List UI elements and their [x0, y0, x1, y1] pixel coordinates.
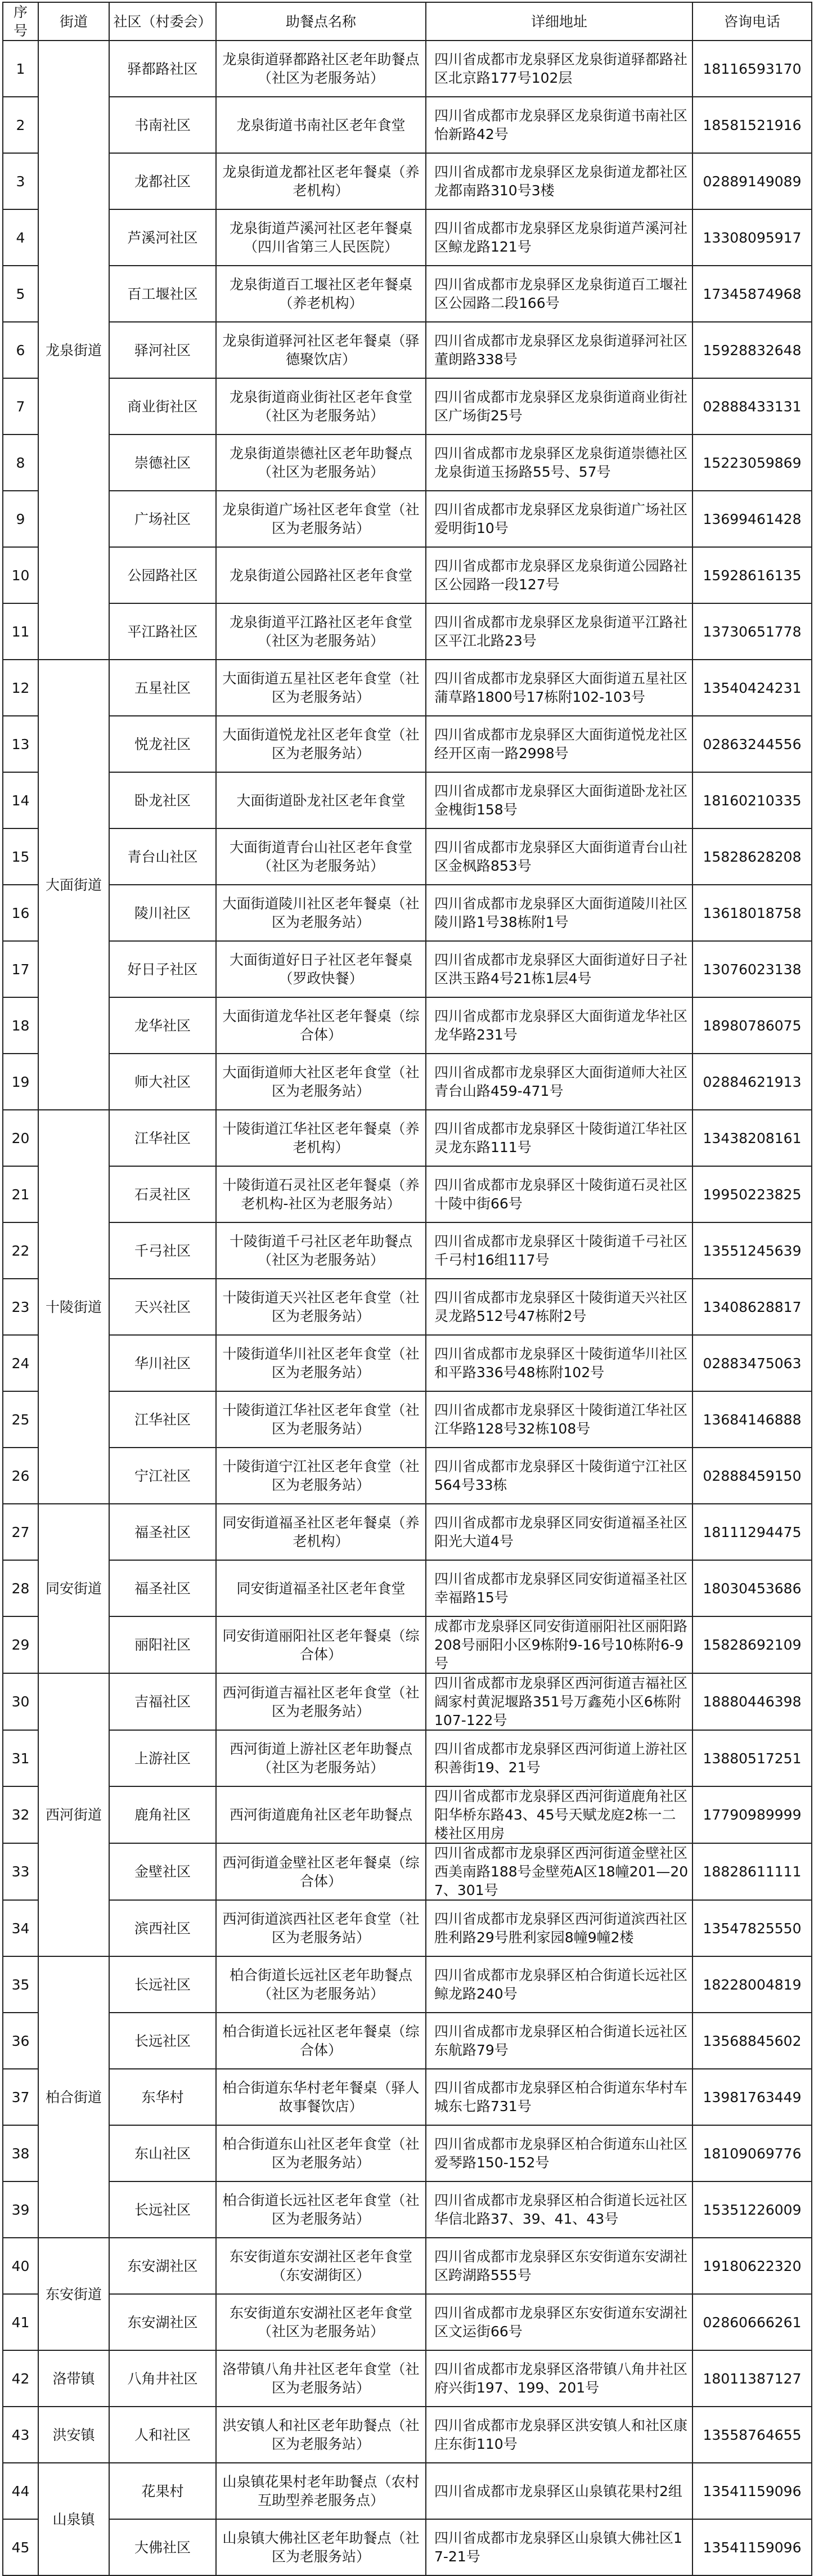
cell-no: 25: [3, 1391, 38, 1448]
table-row: [3, 1673, 812, 1730]
cell-address: 四川省成都市龙泉驿区西河街道滨西社区胜利路29号胜利家园8幢9幢2楼: [426, 1900, 692, 1956]
cell-address: 四川省成都市龙泉驿区西河街道吉福社区阔家村黄泥堰路351号万鑫苑小区6栋附107-122号: [426, 1673, 692, 1730]
cell-address: 四川省成都市龙泉驿区龙泉街道公园路社区公园路一段127号: [426, 547, 692, 603]
cell-community: 龙都社区: [109, 153, 216, 209]
cell-no: 39: [3, 2181, 38, 2238]
cell-phone: 15828628208: [692, 828, 812, 885]
cell-meal-point: 龙泉街道芦溪河社区老年餐桌（四川省第三人民医院）: [216, 209, 426, 266]
cell-meal-point: 山泉镇花果村老年助餐点（农村互助型养老服务点）: [216, 2463, 426, 2519]
cell-community: 八角井社区: [109, 2350, 216, 2407]
table-row: [3, 97, 812, 153]
cell-address: 四川省成都市龙泉驿区大面街道龙华社区龙华路231号: [426, 997, 692, 1054]
cell-address: 四川省成都市龙泉驿区龙泉街道芦溪河社区鲸龙路121号: [426, 209, 692, 266]
cell-meal-point: 大面街道好日子社区老年餐桌（罗政快餐）: [216, 941, 426, 997]
table-row: [3, 1843, 812, 1900]
cell-address: 四川省成都市龙泉驿区西河街道鹿角社区阳华桥东路43、45号天赋龙庭2栋一二楼社区用房: [426, 1786, 692, 1843]
cell-address: 四川省成都市龙泉驿区同安街道福圣社区阳光大道4号: [426, 1504, 692, 1560]
cell-address: 四川省成都市龙泉驿区十陵街道江华社区江华路128号32栋108号: [426, 1391, 692, 1448]
cell-meal-point: 龙泉街道商业街社区老年食堂（社区为老服务站）: [216, 378, 426, 434]
cell-meal-point: 龙泉街道百工堰社区老年餐桌（养老机构）: [216, 266, 426, 322]
cell-address: 四川省成都市龙泉驿区龙泉街道广场社区爱明街10号: [426, 491, 692, 547]
table-row: [3, 547, 812, 603]
cell-street: 洪安镇: [38, 2407, 109, 2463]
cell-address: 四川省成都市龙泉驿区柏合街道长远社区东航路79号: [426, 2013, 692, 2069]
cell-community: 天兴社区: [109, 1279, 216, 1335]
cell-meal-point: 柏合街道东山社区老年食堂（社区为老服务站）: [216, 2125, 426, 2181]
cell-phone: 02863244556: [692, 716, 812, 772]
cell-address: 四川省成都市龙泉驿区大面街道师大社区青台山路459-471号: [426, 1054, 692, 1110]
cell-meal-point: 同安街道丽阳社区老年餐桌（综合体）: [216, 1616, 426, 1673]
cell-community: 滨西社区: [109, 1900, 216, 1956]
cell-address: 四川省成都市龙泉驿区大面街道陵川社区陵川路1号38栋附1号: [426, 885, 692, 941]
cell-no: 41: [3, 2294, 38, 2350]
cell-street: 大面街道: [38, 660, 109, 1110]
meal-points-table: [2, 2, 812, 2576]
cell-meal-point: 西河街道滨西社区老年食堂（社区为老服务站）: [216, 1900, 426, 1956]
cell-no: 8: [3, 434, 38, 491]
cell-address: 四川省成都市龙泉驿区龙泉街道龙都社区龙都南路310号3楼: [426, 153, 692, 209]
cell-no: 26: [3, 1448, 38, 1504]
cell-no: 12: [3, 660, 38, 716]
cell-meal-point: 柏合街道长远社区老年餐桌（综合体）: [216, 2013, 426, 2069]
cell-address: 四川省成都市龙泉驿区柏合街道长远社区鲸龙路240号: [426, 1956, 692, 2013]
table-row: [3, 828, 812, 885]
cell-address: 四川省成都市龙泉驿区东安街道东安湖社区文运街66号: [426, 2294, 692, 2350]
cell-meal-point: 山泉镇大佛社区老年助餐点（社区为老服务站）: [216, 2519, 426, 2575]
cell-address: 四川省成都市龙泉驿区柏合街道东华村车城东七路731号: [426, 2069, 692, 2125]
cell-phone: 18581521916: [692, 97, 812, 153]
cell-phone: 13981763449: [692, 2069, 812, 2125]
cell-address: 四川省成都市龙泉驿区西河街道上游社区积善街19、21号: [426, 1730, 692, 1786]
cell-meal-point: 柏合街道长远社区老年食堂（社区为老服务站）: [216, 2181, 426, 2238]
cell-community: 人和社区: [109, 2407, 216, 2463]
cell-phone: 18030453686: [692, 1560, 812, 1616]
cell-no: 29: [3, 1616, 38, 1673]
cell-community: 千弓社区: [109, 1222, 216, 1279]
cell-phone: 13438208161: [692, 1110, 812, 1166]
table-row: [3, 772, 812, 828]
cell-meal-point: 西河街道鹿角社区老年助餐点: [216, 1786, 426, 1843]
table-header: [3, 2, 812, 41]
table-row: [3, 2181, 812, 2238]
cell-address: 四川省成都市龙泉驿区大面街道好日子社区洪玉路4号21栋1层4号: [426, 941, 692, 997]
cell-address: 四川省成都市龙泉驿区十陵街道华川社区和平路336号48栋附102号: [426, 1335, 692, 1391]
cell-phone: 15828692109: [692, 1616, 812, 1673]
cell-no: 22: [3, 1222, 38, 1279]
cell-no: 19: [3, 1054, 38, 1110]
cell-phone: 02883475063: [692, 1335, 812, 1391]
table-row: [3, 434, 812, 491]
cell-phone: 02888459150: [692, 1448, 812, 1504]
cell-no: 44: [3, 2463, 38, 2519]
table-row: [3, 1391, 812, 1448]
cell-phone: 15351226009: [692, 2181, 812, 2238]
cell-address: 四川省成都市龙泉驿区山泉镇大佛社区17-21号: [426, 2519, 692, 2575]
cell-phone: 13547825550: [692, 1900, 812, 1956]
cell-community: 广场社区: [109, 491, 216, 547]
cell-phone: 02889149089: [692, 153, 812, 209]
cell-community: 石灵社区: [109, 1166, 216, 1222]
table-row: [3, 2013, 812, 2069]
cell-phone: 19950223825: [692, 1166, 812, 1222]
table-row: [3, 660, 812, 716]
table-row: [3, 1448, 812, 1504]
cell-phone: 18111294475: [692, 1504, 812, 1560]
cell-street: 柏合街道: [38, 1956, 109, 2238]
cell-meal-point: 东安街道东安湖社区老年食堂（东安湖街区）: [216, 2238, 426, 2294]
cell-meal-point: 十陵街道千弓社区老年助餐点（社区为老服务站）: [216, 1222, 426, 1279]
cell-community: 东华村: [109, 2069, 216, 2125]
cell-address: 四川省成都市龙泉驿区龙泉街道百工堰社区公园路二段166号: [426, 266, 692, 322]
cell-no: 1: [3, 41, 38, 97]
table-row: [3, 322, 812, 378]
cell-community: 书南社区: [109, 97, 216, 153]
cell-community: 鹿角社区: [109, 1786, 216, 1843]
cell-phone: 17790989999: [692, 1786, 812, 1843]
cell-community: 江华社区: [109, 1110, 216, 1166]
cell-address: 四川省成都市龙泉驿区柏合街道长远社区华信北路37、39、41、43号: [426, 2181, 692, 2238]
cell-community: 江华社区: [109, 1391, 216, 1448]
table-row: [3, 941, 812, 997]
cell-meal-point: 大面街道五星社区老年食堂（社区为老服务站）: [216, 660, 426, 716]
meal-points-table-container: [2, 2, 812, 2576]
cell-phone: 13540424231: [692, 660, 812, 716]
cell-street: 洛带镇: [38, 2350, 109, 2407]
cell-phone: 18228004819: [692, 1956, 812, 2013]
cell-community: 五星社区: [109, 660, 216, 716]
header-street: 街道: [38, 2, 109, 41]
cell-meal-point: 大面街道青台山社区老年食堂（社区为老服务站）: [216, 828, 426, 885]
table-row: [3, 2294, 812, 2350]
cell-no: 9: [3, 491, 38, 547]
cell-community: 宁江社区: [109, 1448, 216, 1504]
cell-address: 四川省成都市龙泉驿区大面街道卧龙社区金槐街158号: [426, 772, 692, 828]
cell-phone: 18116593170: [692, 41, 812, 97]
cell-address: 四川省成都市龙泉驿区同安街道福圣社区幸福路15号: [426, 1560, 692, 1616]
table-row: [3, 1616, 812, 1673]
cell-meal-point: 龙泉街道驿都路社区老年助餐点（社区为老服务站）: [216, 41, 426, 97]
cell-no: 18: [3, 997, 38, 1054]
cell-phone: 19180622320: [692, 2238, 812, 2294]
cell-meal-point: 龙泉街道书南社区老年食堂: [216, 97, 426, 153]
cell-community: 崇德社区: [109, 434, 216, 491]
cell-meal-point: 十陵街道华川社区老年食堂（社区为老服务站）: [216, 1335, 426, 1391]
cell-phone: 13618018758: [692, 885, 812, 941]
cell-street: 龙泉街道: [38, 41, 109, 660]
table-row: [3, 2125, 812, 2181]
cell-community: 青台山社区: [109, 828, 216, 885]
cell-phone: 17345874968: [692, 266, 812, 322]
cell-street: 十陵街道: [38, 1110, 109, 1504]
table-row: [3, 41, 812, 97]
cell-meal-point: 龙泉街道平江路社区老年食堂（社区为老服务站）: [216, 603, 426, 660]
cell-phone: 18828611111: [692, 1843, 812, 1900]
cell-street: 西河街道: [38, 1673, 109, 1956]
cell-phone: 13699461428: [692, 491, 812, 547]
cell-phone: 15223059869: [692, 434, 812, 491]
table-row: [3, 716, 812, 772]
cell-address: 四川省成都市龙泉驿区十陵街道天兴社区灵龙路512号47栋附2号: [426, 1279, 692, 1335]
table-row: [3, 1054, 812, 1110]
cell-meal-point: 十陵街道江华社区老年餐桌（养老机构）: [216, 1110, 426, 1166]
cell-no: 4: [3, 209, 38, 266]
cell-address: 四川省成都市龙泉驿区山泉镇花果村2组: [426, 2463, 692, 2519]
cell-no: 27: [3, 1504, 38, 1560]
cell-meal-point: 大面街道悦龙社区老年食堂（社区为老服务站）: [216, 716, 426, 772]
cell-meal-point: 龙泉街道崇德社区老年助餐点（社区为老服务站）: [216, 434, 426, 491]
table-row: [3, 1279, 812, 1335]
cell-phone: 13541159096: [692, 2519, 812, 2575]
cell-no: 37: [3, 2069, 38, 2125]
cell-no: 36: [3, 2013, 38, 2069]
cell-no: 21: [3, 1166, 38, 1222]
cell-meal-point: 同安街道福圣社区老年餐桌（养老机构）: [216, 1504, 426, 1560]
cell-address: 四川省成都市龙泉驿区龙泉街道书南社区怡新路42号: [426, 97, 692, 153]
cell-phone: 15928832648: [692, 322, 812, 378]
cell-address: 四川省成都市龙泉驿区东安街道东安湖社区跨湖路555号: [426, 2238, 692, 2294]
cell-street: 同安街道: [38, 1504, 109, 1673]
cell-community: 师大社区: [109, 1054, 216, 1110]
cell-meal-point: 十陵街道宁江社区老年食堂（社区为老服务站）: [216, 1448, 426, 1504]
cell-no: 31: [3, 1730, 38, 1786]
table-row: [3, 1504, 812, 1560]
cell-address: 四川省成都市龙泉驿区大面街道五星社区蒲草路1800号17栋附102-103号: [426, 660, 692, 716]
table-row: [3, 1222, 812, 1279]
cell-community: 吉福社区: [109, 1673, 216, 1730]
cell-phone: 02860666261: [692, 2294, 812, 2350]
cell-no: 14: [3, 772, 38, 828]
cell-meal-point: 十陵街道江华社区老年食堂（社区为老服务站）: [216, 1391, 426, 1448]
table-row: [3, 1900, 812, 1956]
cell-meal-point: 洪安镇人和社区老年助餐点（社区为老服务站）: [216, 2407, 426, 2463]
table-row: [3, 1110, 812, 1166]
cell-address: 四川省成都市龙泉驿区龙泉街道平江路社区平江北路23号: [426, 603, 692, 660]
cell-meal-point: 大面街道师大社区老年食堂（社区为老服务站）: [216, 1054, 426, 1110]
cell-community: 商业街社区: [109, 378, 216, 434]
cell-street: 东安街道: [38, 2238, 109, 2350]
cell-no: 45: [3, 2519, 38, 2575]
cell-no: 13: [3, 716, 38, 772]
cell-no: 28: [3, 1560, 38, 1616]
cell-address: 四川省成都市龙泉驿区龙泉街道驿都路社区北京路177号102层: [426, 41, 692, 97]
cell-no: 30: [3, 1673, 38, 1730]
cell-address: 四川省成都市龙泉驿区龙泉街道崇德社区龙泉街道玉扬路55号、57号: [426, 434, 692, 491]
cell-no: 34: [3, 1900, 38, 1956]
cell-address: 四川省成都市龙泉驿区大面街道青台山社区金枫路853号: [426, 828, 692, 885]
cell-meal-point: 东安街道东安湖社区老年食堂（社区为老服务站）: [216, 2294, 426, 2350]
cell-address: 四川省成都市龙泉驿区十陵街道江华社区灵龙东路111号: [426, 1110, 692, 1166]
cell-phone: 18880446398: [692, 1673, 812, 1730]
cell-no: 43: [3, 2407, 38, 2463]
cell-community: 金壁社区: [109, 1843, 216, 1900]
cell-phone: 13730651778: [692, 603, 812, 660]
cell-community: 丽阳社区: [109, 1616, 216, 1673]
cell-phone: 18011387127: [692, 2350, 812, 2407]
cell-meal-point: 西河街道吉福社区老年食堂（社区为老服务站）: [216, 1673, 426, 1730]
cell-no: 2: [3, 97, 38, 153]
cell-no: 3: [3, 153, 38, 209]
cell-address: 四川省成都市龙泉驿区西河街道金壁社区西美南路188号金壁苑A区18幢201—207、301号: [426, 1843, 692, 1900]
cell-no: 42: [3, 2350, 38, 2407]
cell-meal-point: 西河街道金壁社区老年餐桌（综合体）: [216, 1843, 426, 1900]
cell-community: 公园路社区: [109, 547, 216, 603]
cell-phone: 02884621913: [692, 1054, 812, 1110]
table-row: [3, 1730, 812, 1786]
cell-community: 陵川社区: [109, 885, 216, 941]
cell-community: 福圣社区: [109, 1560, 216, 1616]
cell-meal-point: 大面街道卧龙社区老年食堂: [216, 772, 426, 828]
cell-community: 卧龙社区: [109, 772, 216, 828]
cell-phone: 13308095917: [692, 209, 812, 266]
cell-phone: 13880517251: [692, 1730, 812, 1786]
cell-phone: 02888433131: [692, 378, 812, 434]
table-row: [3, 1786, 812, 1843]
table-row: [3, 997, 812, 1054]
table-row: [3, 2519, 812, 2575]
header-phone: 咨询电话: [692, 2, 812, 41]
cell-no: 20: [3, 1110, 38, 1166]
cell-meal-point: 西河街道上游社区老年助餐点（社区为老服务站）: [216, 1730, 426, 1786]
cell-meal-point: 柏合街道长远社区老年助餐点（社区为老服务站）: [216, 1956, 426, 2013]
cell-community: 百工堰社区: [109, 266, 216, 322]
table-row: [3, 603, 812, 660]
header-meal-point: 助餐点名称: [216, 2, 426, 41]
cell-address: 四川省成都市龙泉驿区十陵街道石灵社区十陵中街66号: [426, 1166, 692, 1222]
cell-community: 长远社区: [109, 1956, 216, 2013]
cell-phone: 15928616135: [692, 547, 812, 603]
cell-phone: 13684146888: [692, 1391, 812, 1448]
cell-phone: 18980786075: [692, 997, 812, 1054]
cell-phone: 13541159096: [692, 2463, 812, 2519]
cell-address: 四川省成都市龙泉驿区洛带镇八角井社区府兴街197、199、201号: [426, 2350, 692, 2407]
cell-address: 四川省成都市龙泉驿区十陵街道宁江社区564号33栋: [426, 1448, 692, 1504]
cell-no: 24: [3, 1335, 38, 1391]
cell-meal-point: 同安街道福圣社区老年食堂: [216, 1560, 426, 1616]
cell-no: 15: [3, 828, 38, 885]
table-row: [3, 1166, 812, 1222]
table-row: [3, 2350, 812, 2407]
cell-meal-point: 龙泉街道驿河社区老年餐桌（驿德聚饮店）: [216, 322, 426, 378]
cell-no: 16: [3, 885, 38, 941]
cell-no: 17: [3, 941, 38, 997]
table-row: [3, 153, 812, 209]
cell-meal-point: 十陵街道石灵社区老年餐桌（养老机构-社区为老服务站）: [216, 1166, 426, 1222]
cell-no: 6: [3, 322, 38, 378]
cell-phone: 13558764655: [692, 2407, 812, 2463]
table-row: [3, 2238, 812, 2294]
cell-phone: 18109069776: [692, 2125, 812, 2181]
cell-community: 芦溪河社区: [109, 209, 216, 266]
cell-street: 山泉镇: [38, 2463, 109, 2575]
cell-community: 东山社区: [109, 2125, 216, 2181]
cell-meal-point: 洛带镇八角井社区老年食堂（社区为老服务站）: [216, 2350, 426, 2407]
cell-community: 花果村: [109, 2463, 216, 2519]
cell-community: 驿都路社区: [109, 41, 216, 97]
cell-meal-point: 大面街道龙华社区老年餐桌（综合体）: [216, 997, 426, 1054]
cell-community: 好日子社区: [109, 941, 216, 997]
cell-community: 悦龙社区: [109, 716, 216, 772]
cell-address: 成都市龙泉驿区同安街道丽阳社区丽阳路208号丽阳小区9栋附9-16号10栋附6-9号: [426, 1616, 692, 1673]
table-row: [3, 491, 812, 547]
cell-address: 四川省成都市龙泉驿区大面街道悦龙社区经开区南一路2998号: [426, 716, 692, 772]
table-row: [3, 266, 812, 322]
cell-meal-point: 龙泉街道龙都社区老年餐桌（养老机构）: [216, 153, 426, 209]
cell-no: 23: [3, 1279, 38, 1335]
cell-community: 大佛社区: [109, 2519, 216, 2575]
table-row: [3, 1956, 812, 2013]
cell-address: 四川省成都市龙泉驿区十陵街道千弓社区千弓村16组117号: [426, 1222, 692, 1279]
cell-meal-point: 大面街道陵川社区老年餐桌（社区为老服务站）: [216, 885, 426, 941]
table-row: [3, 2069, 812, 2125]
header-row: [3, 2, 812, 41]
cell-community: 福圣社区: [109, 1504, 216, 1560]
cell-no: 35: [3, 1956, 38, 2013]
cell-meal-point: 龙泉街道广场社区老年食堂（社区为老服务站）: [216, 491, 426, 547]
table-row: [3, 2407, 812, 2463]
cell-community: 平江路社区: [109, 603, 216, 660]
cell-phone: 13568845602: [692, 2013, 812, 2069]
cell-meal-point: 十陵街道天兴社区老年食堂（社区为老服务站）: [216, 1279, 426, 1335]
table-row: [3, 2463, 812, 2519]
table-row: [3, 209, 812, 266]
table-body: [3, 41, 812, 2575]
header-address: 详细地址: [426, 2, 692, 41]
cell-no: 32: [3, 1786, 38, 1843]
cell-no: 7: [3, 378, 38, 434]
cell-phone: 13408628817: [692, 1279, 812, 1335]
cell-no: 38: [3, 2125, 38, 2181]
cell-community: 龙华社区: [109, 997, 216, 1054]
cell-phone: 13076023138: [692, 941, 812, 997]
cell-community: 驿河社区: [109, 322, 216, 378]
cell-community: 上游社区: [109, 1730, 216, 1786]
table-row: [3, 1560, 812, 1616]
cell-community: 东安湖社区: [109, 2238, 216, 2294]
cell-community: 长远社区: [109, 2013, 216, 2069]
cell-community: 长远社区: [109, 2181, 216, 2238]
cell-no: 11: [3, 603, 38, 660]
cell-address: 四川省成都市龙泉驿区龙泉街道驿河社区董朗路338号: [426, 322, 692, 378]
cell-phone: 18160210335: [692, 772, 812, 828]
cell-phone: 13551245639: [692, 1222, 812, 1279]
cell-meal-point: 龙泉街道公园路社区老年食堂: [216, 547, 426, 603]
cell-meal-point: 柏合街道东华村老年餐桌（驿人故事餐饮店）: [216, 2069, 426, 2125]
table-row: [3, 885, 812, 941]
cell-community: 东安湖社区: [109, 2294, 216, 2350]
cell-no: 10: [3, 547, 38, 603]
cell-community: 华川社区: [109, 1335, 216, 1391]
table-row: [3, 378, 812, 434]
cell-no: 33: [3, 1843, 38, 1900]
cell-no: 5: [3, 266, 38, 322]
header-community: 社区（村委会）: [109, 2, 216, 41]
cell-address: 四川省成都市龙泉驿区柏合街道东山社区爱琴路150-152号: [426, 2125, 692, 2181]
cell-no: 40: [3, 2238, 38, 2294]
table-row: [3, 1335, 812, 1391]
cell-address: 四川省成都市龙泉驿区洪安镇人和社区康庄东街110号: [426, 2407, 692, 2463]
header-no: 序号: [3, 2, 38, 41]
cell-address: 四川省成都市龙泉驿区龙泉街道商业街社区广场街25号: [426, 378, 692, 434]
